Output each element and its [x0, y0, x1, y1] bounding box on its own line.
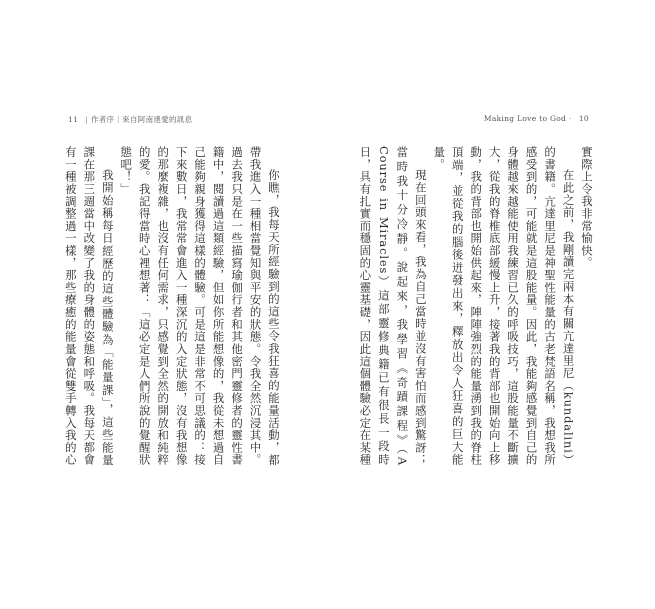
paragraph: 實際上令我非常愉快。 [580, 146, 594, 269]
paragraph: 你瞧，我每天所經驗到的這些令我狂喜的能量活動，都帶我進入一種相當覺知與平安的狀態。令我全然沉浸其中。過去我只是在一些描寫瑜伽行者和其他密門靈修者的靈性書籍中，閱讀過這類經驗，但如你所能想像的，我從未想過自己能夠親身獲得這樣的體驗。可是這是非常不可思議的：接下來數日，我常常會進入一種深沉的入定狀態，沒有我想像的那麼複雜，也沒有任何需求，只感覺到全然的開放和純粹的愛。我記得當時心裡想著：「這必定是人們所說的覺醒狀態吧！」 [119, 146, 281, 466]
header-separator: | [85, 115, 88, 124]
right-body-text [356, 146, 596, 466]
left-body-text [61, 146, 283, 466]
paragraph: 我開始稱每日經歷的這些體驗為「能量課」，這些能量課在那三週當中改變了我的身體的姿態和呼吸。我每天都會有一種被調整過一樣，那些療癒的能量會從雙手轉入我的心 [63, 146, 115, 466]
right-page [328, 0, 655, 609]
header-separator: · [569, 114, 572, 123]
paragraph: 在此之前，我剛讀完兩本有關亢達里尼（kundalini）的書籍。亢達里尼是神聖性能量的古老梵語名稱，我想我所感受到的，可能就是這股能量。因此，我能夠感覺到自己的身體越來越能使用我練習已久的呼吸技巧，這股能量不斷擴大，從我的脊椎底部緩慢上升，接著我的背部也開始向上移動，我的背部也開始供起來，陣陣強烈的能量湧到我的脊柱頂端，並從我的腦後迸發出來，釋放出令人狂喜的巨大能量。 [432, 146, 576, 466]
left-page [0, 0, 327, 609]
right-running-head: Making Love to God [483, 114, 567, 123]
left-running-head: 作者序｜來自阿南達愛的訊息 [90, 115, 193, 124]
right-page-header [484, 114, 593, 123]
left-page-header [64, 114, 192, 125]
paragraph: 現在回頭來看，我為自己當時並沒有害怕而感到驚訝；當時我十分冷靜。說起來，我學習《奇蹟課程》（A Course in Miracles）這部靈修典籍已有很長一段時日，具有扎實而穩固的心靈基礎，因此這個體驗必定在某種 [358, 146, 428, 466]
right-page-number: 10 [578, 114, 589, 123]
left-page-number: 11 [68, 115, 79, 124]
